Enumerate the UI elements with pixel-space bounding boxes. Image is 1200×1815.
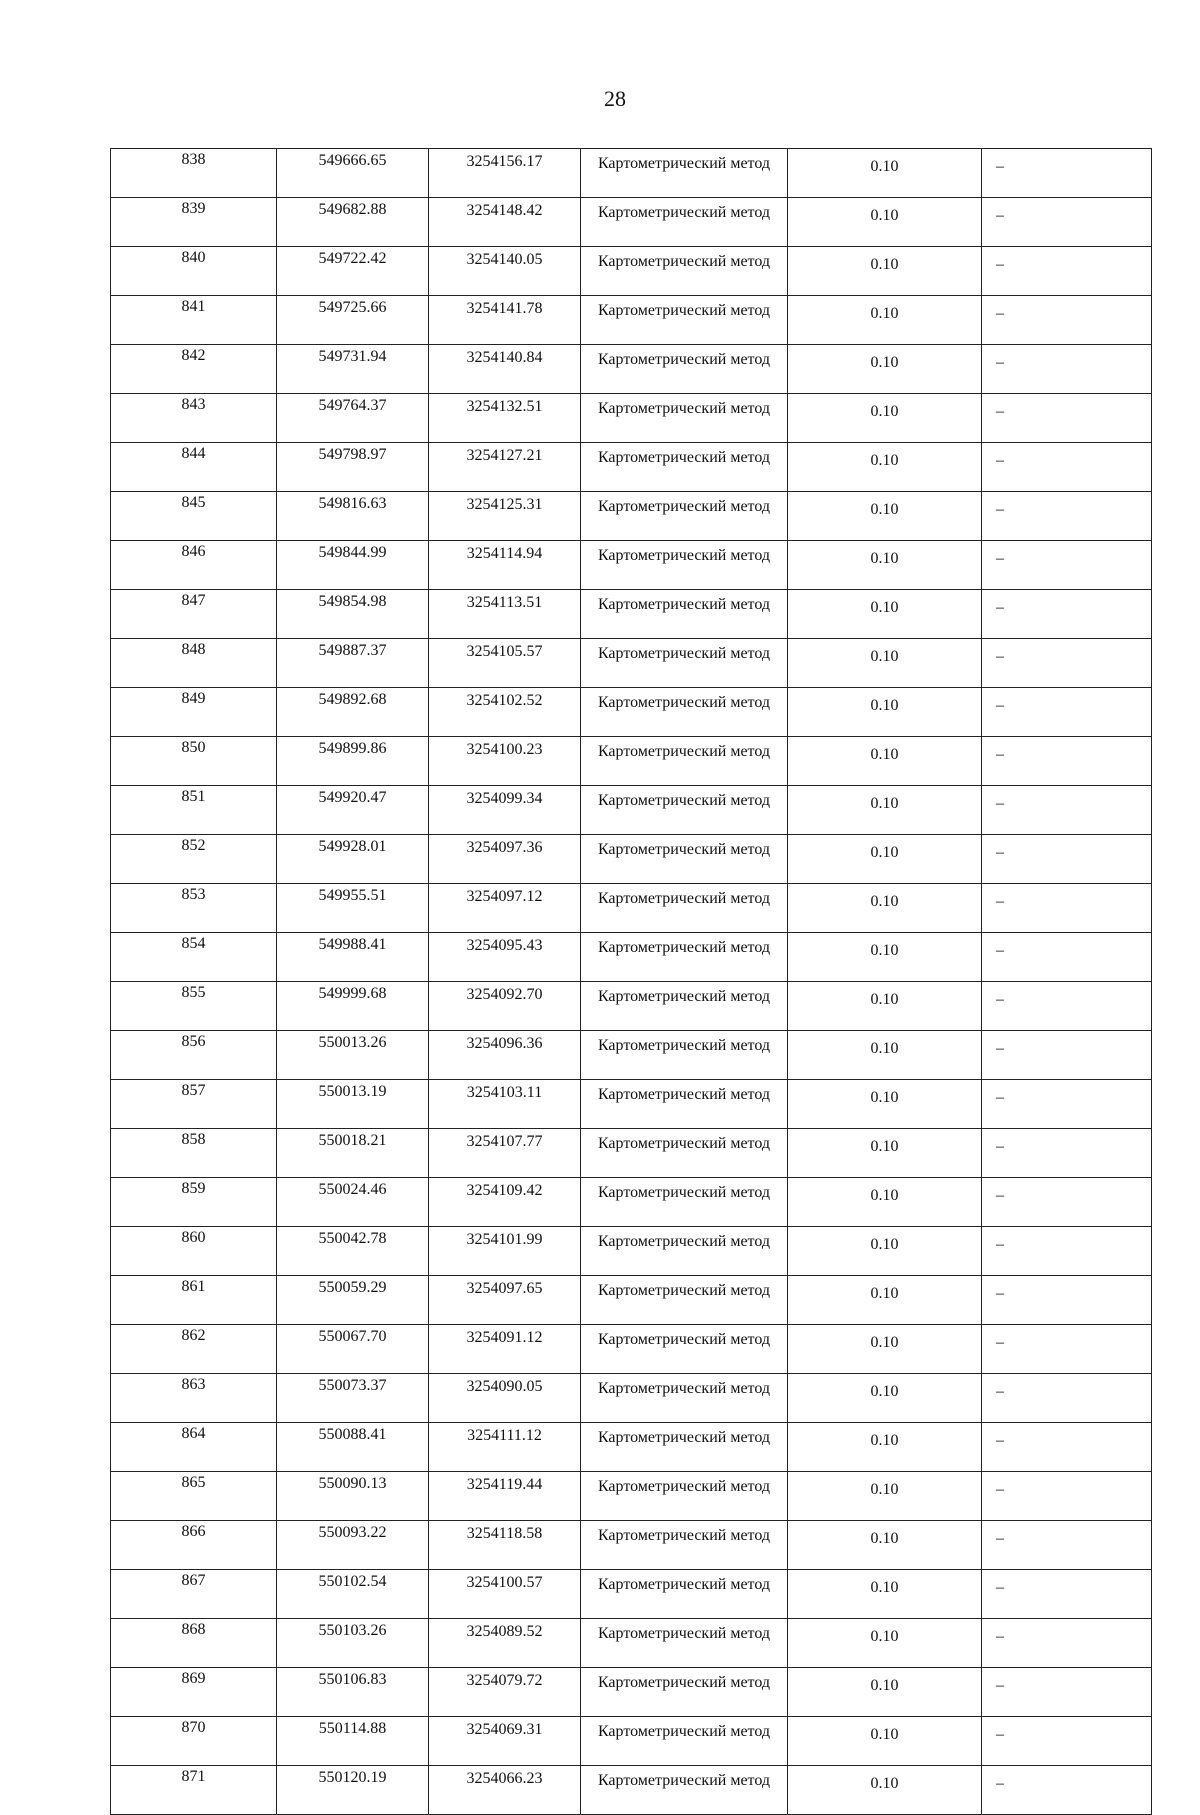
point-number-cell: 867 bbox=[111, 1570, 277, 1619]
table-row bbox=[111, 737, 1152, 786]
accuracy-cell: 0.10 bbox=[788, 786, 982, 835]
point-number-cell: 846 bbox=[111, 541, 277, 590]
description-cell bbox=[982, 296, 1152, 345]
accuracy-cell: 0.10 bbox=[788, 198, 982, 247]
x-coordinate-cell: 549798.97 bbox=[277, 443, 429, 492]
y-coordinate-cell: 3254095.43 bbox=[429, 933, 581, 982]
accuracy-cell: 0.10 bbox=[788, 149, 982, 198]
method-cell: Картометрический метод bbox=[581, 492, 788, 541]
point-number-cell: 864 bbox=[111, 1423, 277, 1472]
method-cell: Картометрический метод bbox=[581, 835, 788, 884]
description-cell bbox=[982, 688, 1152, 737]
table-row bbox=[111, 590, 1152, 639]
description-cell bbox=[982, 1276, 1152, 1325]
page-number: 28 bbox=[604, 86, 626, 111]
table-row bbox=[111, 1717, 1152, 1766]
method-cell: Картометрический метод bbox=[581, 149, 788, 198]
x-coordinate-cell: 549988.41 bbox=[277, 933, 429, 982]
table-row bbox=[111, 688, 1152, 737]
x-coordinate-cell: 549854.98 bbox=[277, 590, 429, 639]
table-row bbox=[111, 1080, 1152, 1129]
y-coordinate-cell: 3254141.78 bbox=[429, 296, 581, 345]
method-cell: Картометрический метод bbox=[581, 1129, 788, 1178]
coordinates-table bbox=[110, 148, 1152, 1815]
point-number-cell: 848 bbox=[111, 639, 277, 688]
point-number-cell: 856 bbox=[111, 1031, 277, 1080]
description-dash: – bbox=[996, 207, 1004, 224]
accuracy-cell: 0.10 bbox=[788, 1472, 982, 1521]
description-dash: – bbox=[996, 1089, 1004, 1106]
accuracy-cell: 0.10 bbox=[788, 639, 982, 688]
table-row bbox=[111, 884, 1152, 933]
description-cell bbox=[982, 590, 1152, 639]
point-number-cell: 870 bbox=[111, 1717, 277, 1766]
y-coordinate-cell: 3254127.21 bbox=[429, 443, 581, 492]
x-coordinate-cell: 550090.13 bbox=[277, 1472, 429, 1521]
y-coordinate-cell: 3254132.51 bbox=[429, 394, 581, 443]
y-coordinate-cell: 3254097.12 bbox=[429, 884, 581, 933]
table-row bbox=[111, 1227, 1152, 1276]
method-cell: Картометрический метод bbox=[581, 1031, 788, 1080]
point-number-cell: 844 bbox=[111, 443, 277, 492]
x-coordinate-cell: 550106.83 bbox=[277, 1668, 429, 1717]
x-coordinate-cell: 549725.66 bbox=[277, 296, 429, 345]
x-coordinate-cell: 549887.37 bbox=[277, 639, 429, 688]
y-coordinate-cell: 3254109.42 bbox=[429, 1178, 581, 1227]
description-dash: – bbox=[996, 1775, 1004, 1792]
accuracy-cell: 0.10 bbox=[788, 835, 982, 884]
method-cell: Картометрический метод bbox=[581, 1325, 788, 1374]
y-coordinate-cell: 3254101.99 bbox=[429, 1227, 581, 1276]
method-cell: Картометрический метод bbox=[581, 541, 788, 590]
y-coordinate-cell: 3254092.70 bbox=[429, 982, 581, 1031]
description-dash: – bbox=[996, 305, 1004, 322]
table-row bbox=[111, 394, 1152, 443]
method-cell: Картометрический метод bbox=[581, 1472, 788, 1521]
y-coordinate-cell: 3254125.31 bbox=[429, 492, 581, 541]
point-number-cell: 847 bbox=[111, 590, 277, 639]
method-cell: Картометрический метод bbox=[581, 590, 788, 639]
accuracy-cell: 0.10 bbox=[788, 1717, 982, 1766]
method-cell: Картометрический метод bbox=[581, 198, 788, 247]
y-coordinate-cell: 3254103.11 bbox=[429, 1080, 581, 1129]
description-dash: – bbox=[996, 1334, 1004, 1351]
description-cell bbox=[982, 639, 1152, 688]
y-coordinate-cell: 3254090.05 bbox=[429, 1374, 581, 1423]
point-number-cell: 859 bbox=[111, 1178, 277, 1227]
x-coordinate-cell: 550059.29 bbox=[277, 1276, 429, 1325]
description-cell bbox=[982, 1766, 1152, 1815]
y-coordinate-cell: 3254100.57 bbox=[429, 1570, 581, 1619]
y-coordinate-cell: 3254100.23 bbox=[429, 737, 581, 786]
x-coordinate-cell: 550042.78 bbox=[277, 1227, 429, 1276]
table-row bbox=[111, 1325, 1152, 1374]
table-row bbox=[111, 1129, 1152, 1178]
description-dash: – bbox=[996, 795, 1004, 812]
description-dash: – bbox=[996, 893, 1004, 910]
description-cell bbox=[982, 1031, 1152, 1080]
x-coordinate-cell: 550103.26 bbox=[277, 1619, 429, 1668]
description-cell bbox=[982, 1521, 1152, 1570]
description-dash: – bbox=[996, 1187, 1004, 1204]
y-coordinate-cell: 3254148.42 bbox=[429, 198, 581, 247]
accuracy-cell: 0.10 bbox=[788, 1031, 982, 1080]
description-cell bbox=[982, 1619, 1152, 1668]
point-number-cell: 853 bbox=[111, 884, 277, 933]
y-coordinate-cell: 3254140.05 bbox=[429, 247, 581, 296]
description-cell bbox=[982, 198, 1152, 247]
x-coordinate-cell: 550013.26 bbox=[277, 1031, 429, 1080]
description-cell bbox=[982, 149, 1152, 198]
accuracy-cell: 0.10 bbox=[788, 737, 982, 786]
description-dash: – bbox=[996, 991, 1004, 1008]
description-cell bbox=[982, 737, 1152, 786]
y-coordinate-cell: 3254099.34 bbox=[429, 786, 581, 835]
description-cell bbox=[982, 492, 1152, 541]
description-dash: – bbox=[996, 1432, 1004, 1449]
accuracy-cell: 0.10 bbox=[788, 443, 982, 492]
method-cell: Картометрический метод bbox=[581, 1178, 788, 1227]
y-coordinate-cell: 3254089.52 bbox=[429, 1619, 581, 1668]
description-dash: – bbox=[996, 746, 1004, 763]
y-coordinate-cell: 3254097.36 bbox=[429, 835, 581, 884]
accuracy-cell: 0.10 bbox=[788, 982, 982, 1031]
point-number-cell: 851 bbox=[111, 786, 277, 835]
x-coordinate-cell: 549844.99 bbox=[277, 541, 429, 590]
method-cell: Картометрический метод bbox=[581, 1276, 788, 1325]
description-dash: – bbox=[996, 599, 1004, 616]
description-cell bbox=[982, 1472, 1152, 1521]
accuracy-cell: 0.10 bbox=[788, 933, 982, 982]
method-cell: Картометрический метод bbox=[581, 394, 788, 443]
point-number-cell: 858 bbox=[111, 1129, 277, 1178]
table-row bbox=[111, 835, 1152, 884]
y-coordinate-cell: 3254091.12 bbox=[429, 1325, 581, 1374]
x-coordinate-cell: 550013.19 bbox=[277, 1080, 429, 1129]
description-cell bbox=[982, 1325, 1152, 1374]
accuracy-cell: 0.10 bbox=[788, 296, 982, 345]
table-row bbox=[111, 786, 1152, 835]
y-coordinate-cell: 3254107.77 bbox=[429, 1129, 581, 1178]
method-cell: Картометрический метод bbox=[581, 688, 788, 737]
description-cell bbox=[982, 247, 1152, 296]
x-coordinate-cell: 550073.37 bbox=[277, 1374, 429, 1423]
accuracy-cell: 0.10 bbox=[788, 1521, 982, 1570]
description-dash: – bbox=[996, 501, 1004, 518]
x-coordinate-cell: 550024.46 bbox=[277, 1178, 429, 1227]
accuracy-cell: 0.10 bbox=[788, 1276, 982, 1325]
accuracy-cell: 0.10 bbox=[788, 1619, 982, 1668]
table-row bbox=[111, 247, 1152, 296]
x-coordinate-cell: 550018.21 bbox=[277, 1129, 429, 1178]
table-row bbox=[111, 345, 1152, 394]
description-cell bbox=[982, 1374, 1152, 1423]
description-dash: – bbox=[996, 1726, 1004, 1743]
x-coordinate-cell: 549764.37 bbox=[277, 394, 429, 443]
description-dash: – bbox=[996, 1481, 1004, 1498]
y-coordinate-cell: 3254140.84 bbox=[429, 345, 581, 394]
point-number-cell: 866 bbox=[111, 1521, 277, 1570]
point-number-cell: 849 bbox=[111, 688, 277, 737]
description-cell bbox=[982, 1080, 1152, 1129]
accuracy-cell: 0.10 bbox=[788, 688, 982, 737]
description-dash: – bbox=[996, 1628, 1004, 1645]
point-number-cell: 860 bbox=[111, 1227, 277, 1276]
description-cell bbox=[982, 541, 1152, 590]
description-dash: – bbox=[996, 256, 1004, 273]
table-row bbox=[111, 1031, 1152, 1080]
x-coordinate-cell: 549899.86 bbox=[277, 737, 429, 786]
table-row bbox=[111, 1570, 1152, 1619]
description-dash: – bbox=[996, 844, 1004, 861]
accuracy-cell: 0.10 bbox=[788, 541, 982, 590]
description-dash: – bbox=[996, 1383, 1004, 1400]
x-coordinate-cell: 549731.94 bbox=[277, 345, 429, 394]
table-row bbox=[111, 1668, 1152, 1717]
x-coordinate-cell: 550067.70 bbox=[277, 1325, 429, 1374]
y-coordinate-cell: 3254105.57 bbox=[429, 639, 581, 688]
point-number-cell: 843 bbox=[111, 394, 277, 443]
description-dash: – bbox=[996, 550, 1004, 567]
method-cell: Картометрический метод bbox=[581, 786, 788, 835]
point-number-cell: 868 bbox=[111, 1619, 277, 1668]
description-dash: – bbox=[996, 1236, 1004, 1253]
description-dash: – bbox=[996, 1530, 1004, 1547]
x-coordinate-cell: 549682.88 bbox=[277, 198, 429, 247]
description-dash: – bbox=[996, 648, 1004, 665]
method-cell: Картометрический метод bbox=[581, 1570, 788, 1619]
accuracy-cell: 0.10 bbox=[788, 1080, 982, 1129]
accuracy-cell: 0.10 bbox=[788, 884, 982, 933]
y-coordinate-cell: 3254156.17 bbox=[429, 149, 581, 198]
x-coordinate-cell: 550114.88 bbox=[277, 1717, 429, 1766]
y-coordinate-cell: 3254113.51 bbox=[429, 590, 581, 639]
description-dash: – bbox=[996, 1138, 1004, 1155]
point-number-cell: 838 bbox=[111, 149, 277, 198]
description-dash: – bbox=[996, 1677, 1004, 1694]
x-coordinate-cell: 549999.68 bbox=[277, 982, 429, 1031]
table-row bbox=[111, 492, 1152, 541]
x-coordinate-cell: 549928.01 bbox=[277, 835, 429, 884]
table-row bbox=[111, 1521, 1152, 1570]
y-coordinate-cell: 3254097.65 bbox=[429, 1276, 581, 1325]
accuracy-cell: 0.10 bbox=[788, 394, 982, 443]
method-cell: Картометрический метод bbox=[581, 1766, 788, 1815]
method-cell: Картометрический метод bbox=[581, 1374, 788, 1423]
description-cell bbox=[982, 1178, 1152, 1227]
y-coordinate-cell: 3254096.36 bbox=[429, 1031, 581, 1080]
accuracy-cell: 0.10 bbox=[788, 1570, 982, 1619]
x-coordinate-cell: 549920.47 bbox=[277, 786, 429, 835]
accuracy-cell: 0.10 bbox=[788, 1178, 982, 1227]
point-number-cell: 871 bbox=[111, 1766, 277, 1815]
y-coordinate-cell: 3254066.23 bbox=[429, 1766, 581, 1815]
x-coordinate-cell: 549816.63 bbox=[277, 492, 429, 541]
accuracy-cell: 0.10 bbox=[788, 1325, 982, 1374]
description-cell bbox=[982, 884, 1152, 933]
y-coordinate-cell: 3254114.94 bbox=[429, 541, 581, 590]
x-coordinate-cell: 549722.42 bbox=[277, 247, 429, 296]
method-cell: Картометрический метод bbox=[581, 1619, 788, 1668]
method-cell: Картометрический метод bbox=[581, 247, 788, 296]
description-dash: – bbox=[996, 158, 1004, 175]
point-number-cell: 850 bbox=[111, 737, 277, 786]
x-coordinate-cell: 549892.68 bbox=[277, 688, 429, 737]
point-number-cell: 861 bbox=[111, 1276, 277, 1325]
table-row bbox=[111, 1619, 1152, 1668]
accuracy-cell: 0.10 bbox=[788, 1374, 982, 1423]
y-coordinate-cell: 3254118.58 bbox=[429, 1521, 581, 1570]
point-number-cell: 854 bbox=[111, 933, 277, 982]
description-dash: – bbox=[996, 1040, 1004, 1057]
description-dash: – bbox=[996, 942, 1004, 959]
method-cell: Картометрический метод bbox=[581, 1080, 788, 1129]
y-coordinate-cell: 3254102.52 bbox=[429, 688, 581, 737]
y-coordinate-cell: 3254111.12 bbox=[429, 1423, 581, 1472]
table-row bbox=[111, 443, 1152, 492]
point-number-cell: 839 bbox=[111, 198, 277, 247]
description-cell bbox=[982, 345, 1152, 394]
x-coordinate-cell: 549955.51 bbox=[277, 884, 429, 933]
description-cell bbox=[982, 394, 1152, 443]
description-cell bbox=[982, 1423, 1152, 1472]
table-row bbox=[111, 982, 1152, 1031]
point-number-cell: 869 bbox=[111, 1668, 277, 1717]
table-row bbox=[111, 1423, 1152, 1472]
table-row bbox=[111, 296, 1152, 345]
method-cell: Картометрический метод bbox=[581, 982, 788, 1031]
table-row bbox=[111, 1766, 1152, 1815]
accuracy-cell: 0.10 bbox=[788, 1766, 982, 1815]
description-cell bbox=[982, 443, 1152, 492]
method-cell: Картометрический метод bbox=[581, 639, 788, 688]
description-dash: – bbox=[996, 1579, 1004, 1596]
point-number-cell: 852 bbox=[111, 835, 277, 884]
description-cell bbox=[982, 786, 1152, 835]
accuracy-cell: 0.10 bbox=[788, 492, 982, 541]
method-cell: Картометрический метод bbox=[581, 1227, 788, 1276]
accuracy-cell: 0.10 bbox=[788, 1227, 982, 1276]
method-cell: Картометрический метод bbox=[581, 737, 788, 786]
point-number-cell: 840 bbox=[111, 247, 277, 296]
table-row bbox=[111, 198, 1152, 247]
description-cell bbox=[982, 1717, 1152, 1766]
description-cell bbox=[982, 835, 1152, 884]
table-row bbox=[111, 149, 1152, 198]
point-number-cell: 865 bbox=[111, 1472, 277, 1521]
method-cell: Картометрический метод bbox=[581, 933, 788, 982]
method-cell: Картометрический метод bbox=[581, 1423, 788, 1472]
point-number-cell: 863 bbox=[111, 1374, 277, 1423]
description-cell bbox=[982, 933, 1152, 982]
description-dash: – bbox=[996, 403, 1004, 420]
description-cell bbox=[982, 982, 1152, 1031]
description-dash: – bbox=[996, 452, 1004, 469]
table-row bbox=[111, 1374, 1152, 1423]
point-number-cell: 855 bbox=[111, 982, 277, 1031]
x-coordinate-cell: 550093.22 bbox=[277, 1521, 429, 1570]
accuracy-cell: 0.10 bbox=[788, 345, 982, 394]
method-cell: Картометрический метод bbox=[581, 1521, 788, 1570]
x-coordinate-cell: 550088.41 bbox=[277, 1423, 429, 1472]
point-number-cell: 841 bbox=[111, 296, 277, 345]
table-row bbox=[111, 1178, 1152, 1227]
y-coordinate-cell: 3254069.31 bbox=[429, 1717, 581, 1766]
x-coordinate-cell: 550120.19 bbox=[277, 1766, 429, 1815]
description-cell bbox=[982, 1570, 1152, 1619]
description-dash: – bbox=[996, 354, 1004, 371]
coordinates-table-body bbox=[111, 149, 1152, 1815]
x-coordinate-cell: 549666.65 bbox=[277, 149, 429, 198]
point-number-cell: 845 bbox=[111, 492, 277, 541]
point-number-cell: 842 bbox=[111, 345, 277, 394]
y-coordinate-cell: 3254119.44 bbox=[429, 1472, 581, 1521]
table-row bbox=[111, 933, 1152, 982]
description-dash: – bbox=[996, 1285, 1004, 1302]
y-coordinate-cell: 3254079.72 bbox=[429, 1668, 581, 1717]
method-cell: Картометрический метод bbox=[581, 1668, 788, 1717]
accuracy-cell: 0.10 bbox=[788, 1668, 982, 1717]
table-row bbox=[111, 1276, 1152, 1325]
method-cell: Картометрический метод bbox=[581, 1717, 788, 1766]
method-cell: Картометрический метод bbox=[581, 884, 788, 933]
point-number-cell: 862 bbox=[111, 1325, 277, 1374]
description-cell bbox=[982, 1668, 1152, 1717]
x-coordinate-cell: 550102.54 bbox=[277, 1570, 429, 1619]
method-cell: Картометрический метод bbox=[581, 345, 788, 394]
method-cell: Картометрический метод bbox=[581, 443, 788, 492]
accuracy-cell: 0.10 bbox=[788, 1423, 982, 1472]
accuracy-cell: 0.10 bbox=[788, 247, 982, 296]
table-row bbox=[111, 639, 1152, 688]
method-cell: Картометрический метод bbox=[581, 296, 788, 345]
table-row bbox=[111, 541, 1152, 590]
table-row bbox=[111, 1472, 1152, 1521]
description-cell bbox=[982, 1227, 1152, 1276]
description-dash: – bbox=[996, 697, 1004, 714]
point-number-cell: 857 bbox=[111, 1080, 277, 1129]
accuracy-cell: 0.10 bbox=[788, 1129, 982, 1178]
accuracy-cell: 0.10 bbox=[788, 590, 982, 639]
description-cell bbox=[982, 1129, 1152, 1178]
